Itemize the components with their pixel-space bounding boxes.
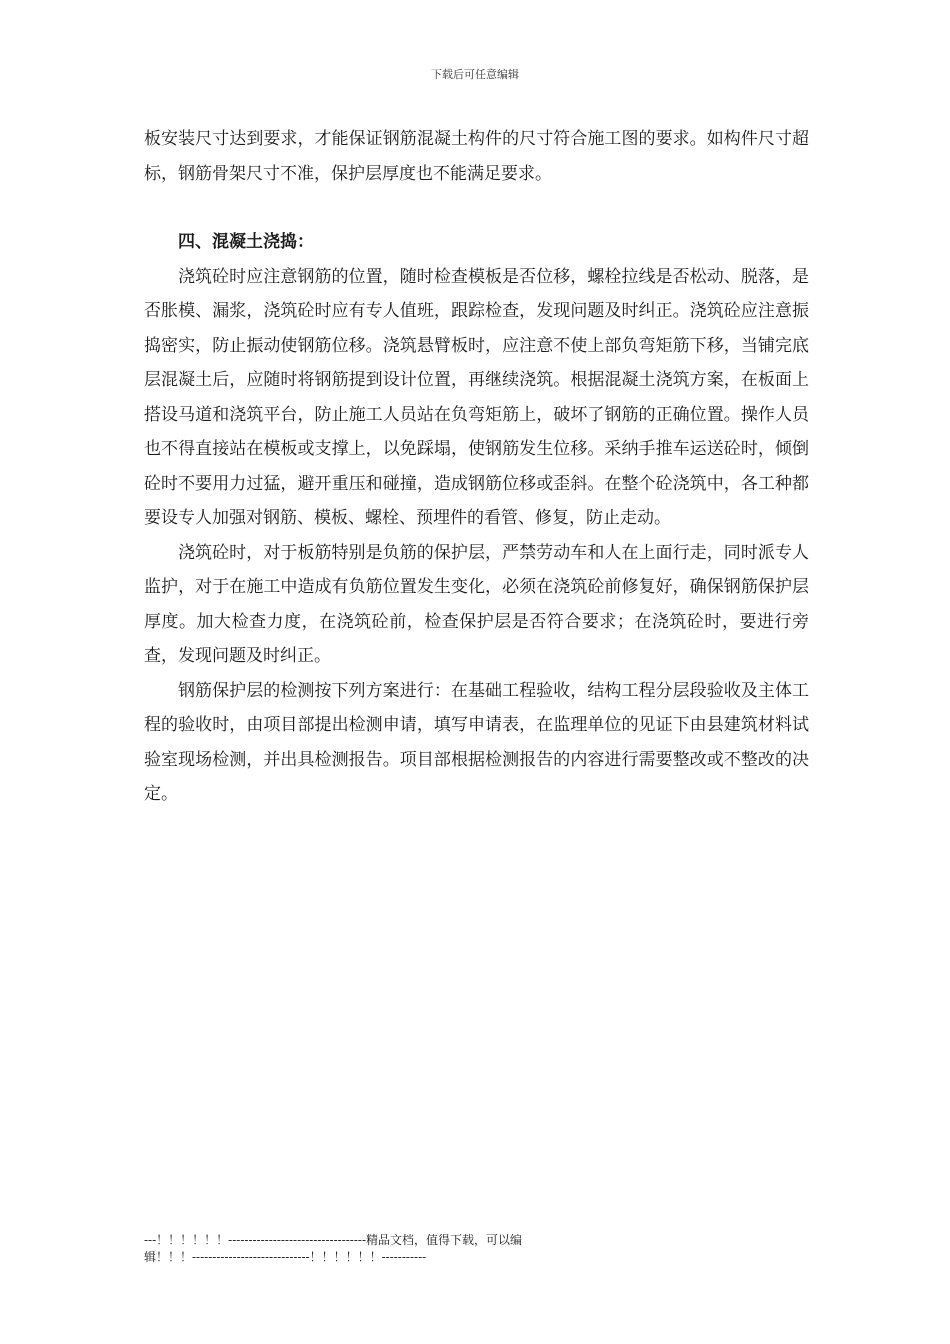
document-body bbox=[144, 122, 809, 812]
paragraph-continued: 板安装尺寸达到要求，才能保证钢筋混凝土构件的尺寸符合施工图的要求。如构件尺寸超标，钢筋骨架尺寸不准，保护层厚度也不能满足要求。 bbox=[144, 129, 809, 184]
section-heading: 四、混凝土浇捣： bbox=[178, 232, 314, 252]
page-footer bbox=[144, 1232, 614, 1266]
footer-line: 辑！！！-----------------------------！！！！！！----------- bbox=[144, 1250, 427, 1264]
footer-line: ---！！！！！！----------------------------------精品文档，值得下载，可以编 bbox=[144, 1233, 523, 1247]
paragraph: 浇筑砼时，对于板筋特别是负筋的保护层，严禁劳动车和人在上面行走，同时派专人监护，对于在施工中造成有负筋位置发生变化，必须在浇筑砼前修复好，确保钢筋保护层厚度。加大检查力度，在浇筑砼前，检查保护层是否符合要求；在浇筑砼时，要进行旁查，发现问题及时纠正。 bbox=[144, 542, 809, 666]
paragraph: 钢筋保护层的检测按下列方案进行：在基础工程验收，结构工程分层段验收及主体工程的验收时，由项目部提出检测申请，填写申请表，在监理单位的见证下由县建筑材料试验室现场检测，并出具检测报告。项目部根据检测报告的内容进行需要整改或不整改的决定。 bbox=[144, 680, 809, 804]
paragraph: 浇筑砼时应注意钢筋的位置，随时检查模板是否位移，螺栓拉线是否松动、脱落，是否胀模、漏浆，浇筑砼时应有专人值班，跟踪检查，发现问题及时纠正。浇筑砼应注意振捣密实，防止振动使钢筋位移。浇筑悬臂板时，应注意不使上部负弯矩筋下移，当铺完底层混凝土后，应随时将钢筋提到设计位置，再继续浇筑。根据混凝土浇筑方案，在板面上搭设马道和浇筑平台，防止施工人员站在负弯矩筋上，破坏了钢筋的正确位置。操作人员也不得直接站在模板或支撑上，以免踩塌，使钢筋发生位移。采纳手推车运送砼时，倾倒砼时不要用力过猛，避开重压和碰撞，造成钢筋位移或歪斜。在整个砼浇筑中，各工种都要设专人加强对钢筋、模板、螺栓、预埋件的看管、修复，防止走动。 bbox=[144, 266, 809, 528]
page-header: 下载后可任意编辑 bbox=[431, 68, 519, 81]
